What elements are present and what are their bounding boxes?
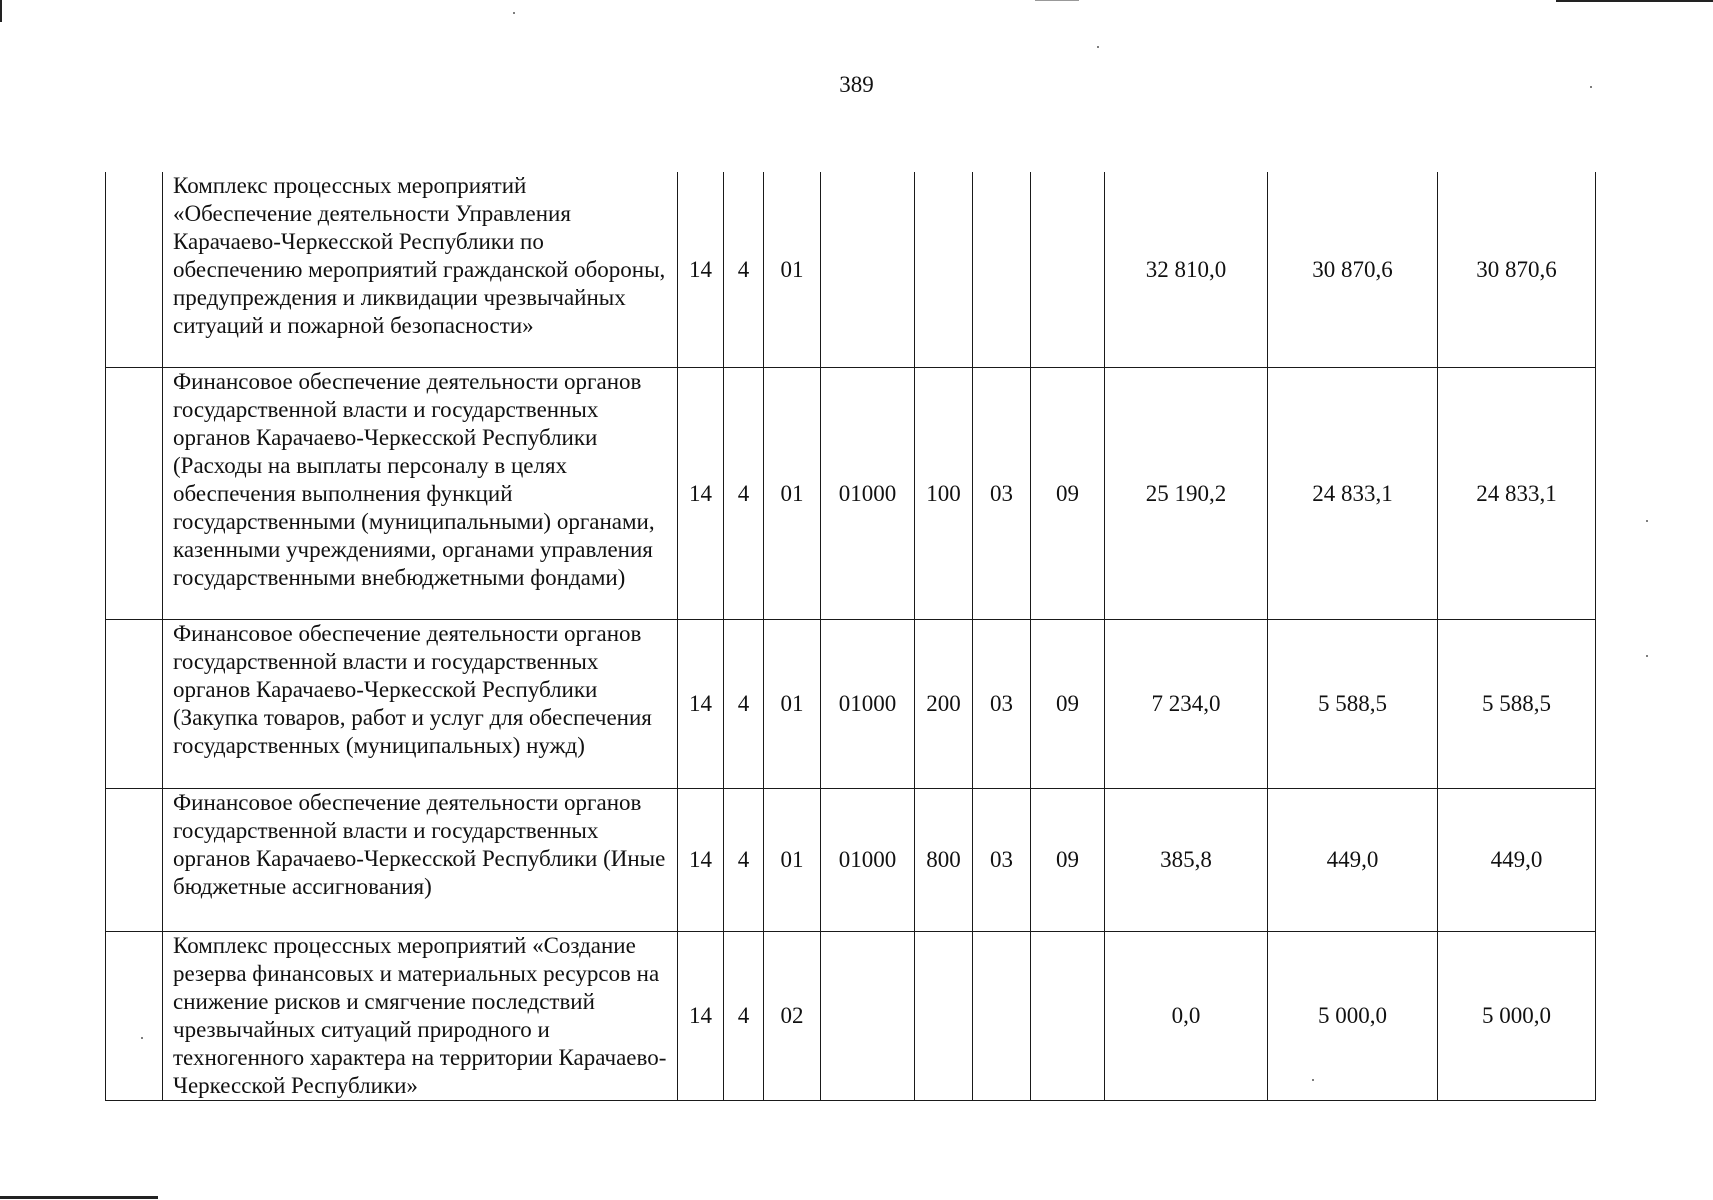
- amount-cell: 449,0: [1438, 789, 1596, 932]
- budget-table: [105, 172, 1596, 1101]
- code-cell: 14: [678, 368, 724, 620]
- row-name: Финансовое обеспечение деятельности органов государственной власти и государственных органов Карачаево-Черкесской Республики (Закупка товаров, работ и услуг для обеспечения государственных (муниципальных) нужд): [163, 620, 678, 789]
- scan-speck: [513, 12, 515, 14]
- code-cell: 01000: [821, 368, 915, 620]
- code-cell: 01000: [821, 620, 915, 789]
- code-cell: [1031, 932, 1105, 1101]
- amount-cell: 24 833,1: [1438, 368, 1596, 620]
- scan-edge-line: [1035, 0, 1079, 1]
- code-cell: 200: [915, 620, 973, 789]
- row-number-cell: [106, 620, 163, 789]
- code-cell: [1031, 172, 1105, 368]
- code-cell: 4: [724, 789, 764, 932]
- scan-speck: [1590, 86, 1592, 88]
- code-cell: 01000: [821, 789, 915, 932]
- row-name: Финансовое обеспечение деятельности органов государственной власти и государственных органов Карачаево-Черкесской Республики (Расходы на выплаты персоналу в целях обеспечения выполнения функций государственными (муниципальными) органами, казенными учреждениями, органами управления государственными внебюджетными фондами): [163, 368, 678, 620]
- amount-cell: 449,0: [1268, 789, 1438, 932]
- amount-cell: 30 870,6: [1438, 172, 1596, 368]
- code-cell: 4: [724, 620, 764, 789]
- table-row: [106, 932, 1596, 1101]
- amount-cell: 7 234,0: [1105, 620, 1268, 789]
- row-number-cell: [106, 368, 163, 620]
- amount-cell: 385,8: [1105, 789, 1268, 932]
- scan-edge-line: [0, 1196, 158, 1199]
- code-cell: 100: [915, 368, 973, 620]
- amount-cell: 0,0: [1105, 932, 1268, 1101]
- scan-speck: [1097, 46, 1099, 48]
- scan-speck: [141, 1037, 143, 1039]
- scan-edge-line: [0, 0, 2, 22]
- code-cell: 03: [973, 368, 1031, 620]
- code-cell: 4: [724, 172, 764, 368]
- code-cell: [973, 172, 1031, 368]
- code-cell: 01: [764, 172, 821, 368]
- row-name: Финансовое обеспечение деятельности органов государственной власти и государственных органов Карачаево-Черкесской Республики (Иные бюджетные ассигнования): [163, 789, 678, 932]
- row-name: Комплекс процессных мероприятий «Создание резерва финансовых и материальных ресурсов на снижение рисков и смягчение последствий чрезвычайных ситуаций природного и техногенного характера на территории Карачаево-Черкесской Республики»: [163, 932, 678, 1101]
- scan-edge-line: [1556, 0, 1713, 2]
- code-cell: 03: [973, 789, 1031, 932]
- row-number-cell: [106, 932, 163, 1101]
- row-number-cell: [106, 172, 163, 368]
- table-row: [106, 789, 1596, 932]
- code-cell: 01: [764, 620, 821, 789]
- code-cell: 4: [724, 932, 764, 1101]
- row-number-cell: [106, 789, 163, 932]
- code-cell: [821, 172, 915, 368]
- code-cell: 01: [764, 368, 821, 620]
- code-cell: 09: [1031, 368, 1105, 620]
- code-cell: [915, 932, 973, 1101]
- code-cell: 14: [678, 932, 724, 1101]
- code-cell: 14: [678, 789, 724, 932]
- scan-speck: [1312, 1079, 1314, 1081]
- code-cell: 14: [678, 172, 724, 368]
- code-cell: 800: [915, 789, 973, 932]
- amount-cell: 5 000,0: [1268, 932, 1438, 1101]
- amount-cell: 25 190,2: [1105, 368, 1268, 620]
- table-row: [106, 368, 1596, 620]
- code-cell: 03: [973, 620, 1031, 789]
- code-cell: 09: [1031, 620, 1105, 789]
- table-row: [106, 172, 1596, 368]
- scan-speck: [1646, 655, 1648, 657]
- amount-cell: 24 833,1: [1268, 368, 1438, 620]
- amount-cell: 5 588,5: [1438, 620, 1596, 789]
- page-number: 389: [839, 72, 874, 97]
- scan-speck: [1646, 520, 1648, 522]
- code-cell: [915, 172, 973, 368]
- code-cell: [973, 932, 1031, 1101]
- table-row: [106, 620, 1596, 789]
- code-cell: 14: [678, 620, 724, 789]
- code-cell: 01: [764, 789, 821, 932]
- code-cell: [821, 932, 915, 1101]
- code-cell: 4: [724, 368, 764, 620]
- amount-cell: 30 870,6: [1268, 172, 1438, 368]
- amount-cell: 5 588,5: [1268, 620, 1438, 789]
- amount-cell: 32 810,0: [1105, 172, 1268, 368]
- row-name: Комплекс процессных мероприятий «Обеспечение деятельности Управления Карачаево-Черкесской Республики по обеспечению мероприятий гражданской обороны, предупреждения и ликвидации чрезвычайных ситуаций и пожарной безопасности»: [163, 172, 678, 368]
- amount-cell: 5 000,0: [1438, 932, 1596, 1101]
- code-cell: 02: [764, 932, 821, 1101]
- code-cell: 09: [1031, 789, 1105, 932]
